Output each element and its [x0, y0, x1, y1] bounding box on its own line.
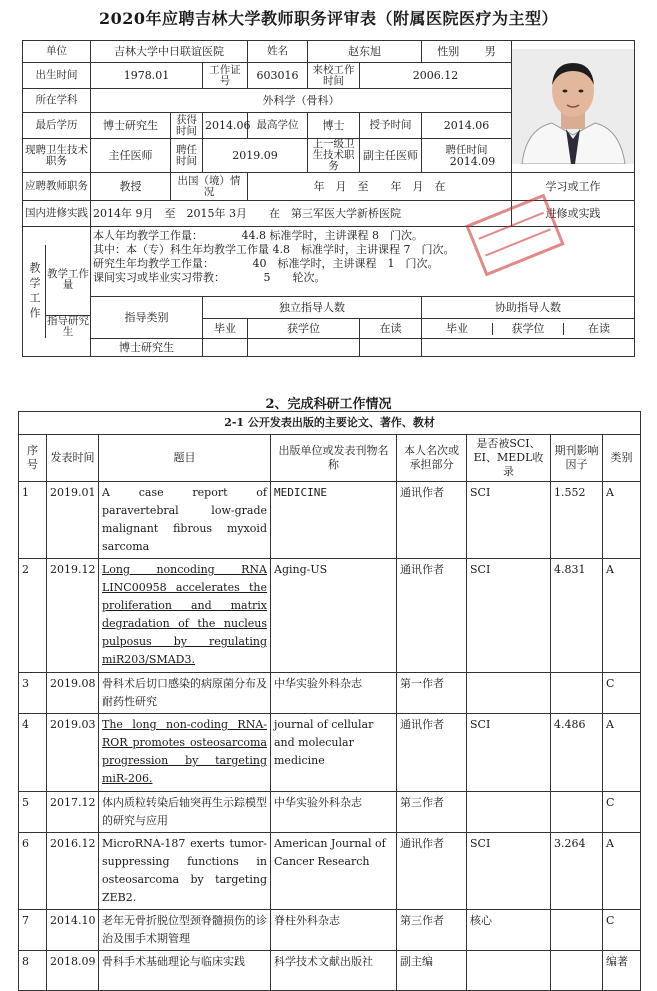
title-value: 主任医师 — [91, 139, 171, 173]
join-value: 2006.12 — [360, 63, 512, 89]
row-index: SCI — [467, 482, 551, 559]
table-row — [19, 714, 641, 792]
table-row — [19, 559, 641, 673]
row-date: 2019.01 — [47, 482, 99, 559]
teaching-section-label: 教学工作 — [23, 245, 46, 338]
row-no: 5 — [19, 792, 47, 833]
row-role: 通讯作者 — [397, 714, 467, 792]
row-index — [467, 951, 551, 991]
teaching-line: 其中：本（专）科生年均教学工作量 4.8 标准学时，主讲课程 7 门次。 — [93, 243, 455, 256]
unit-label: 单位 — [23, 41, 91, 63]
row-category: C — [603, 673, 641, 714]
teach-title-label: 应聘教师职务 — [23, 173, 91, 201]
header-role: 本人名次或承担部分 — [397, 435, 467, 482]
header-if: 期刊影响因子 — [551, 435, 603, 482]
table-row — [19, 673, 641, 714]
row-date: 2019.08 — [47, 673, 99, 714]
header-cat: 类别 — [603, 435, 641, 482]
study-label: 国内进修实践 — [23, 201, 91, 227]
row-role: 通讯作者 — [397, 833, 467, 910]
teaching-line: 本人年均教学工作量： 44.8 标准学时，主讲课程 8 门次。 — [93, 229, 423, 242]
row-date: 2017.12 — [47, 792, 99, 833]
row-title: The long non-coding RNA-ROR promotes osteosarcoma progression by targeting miR-206. — [99, 714, 271, 792]
row-impact-factor — [551, 673, 603, 714]
header-index: 是否被SCI、EI、MEDL收录 — [467, 435, 551, 482]
row-category: A — [603, 559, 641, 673]
table-header-row — [19, 435, 641, 482]
row-index — [467, 673, 551, 714]
teaching-load-label: 教学工作量 — [46, 245, 90, 316]
degree-label: 最高学位 — [248, 113, 308, 139]
row-date: 2018.09 — [47, 951, 99, 991]
row-impact-factor: 1.552 — [551, 482, 603, 559]
edu-time-label: 获得时间 — [171, 113, 203, 139]
row-date: 2016.12 — [47, 833, 99, 910]
row-title: 骨科手术基础理论与临床实践 — [99, 951, 271, 991]
row-journal: Aging-US — [271, 559, 397, 673]
row-role: 通讯作者 — [397, 482, 467, 559]
row-date: 2019.03 — [47, 714, 99, 792]
teaching-line: 研究生年均教学工作量： 40 标准学时，主讲课程 1 门次。 — [93, 257, 439, 270]
row-journal: 中华实验外科杂志 — [271, 673, 397, 714]
row-date: 2019.12 — [47, 559, 99, 673]
form-title: 2020年应聘吉林大学教师职务评审表（附属医院医疗为主型） — [98, 9, 559, 28]
table-row — [19, 910, 641, 951]
name-value: 赵东旭 — [308, 41, 422, 63]
table-row — [19, 792, 641, 833]
join-label: 来校工作时间 — [308, 63, 360, 89]
row-category: A — [603, 482, 641, 559]
row-no: 4 — [19, 714, 47, 792]
title-time-value: 2019.09 — [203, 139, 308, 173]
row-role: 副主编 — [397, 951, 467, 991]
guide-type-label: 指导类别 — [91, 297, 203, 339]
row-title: Long noncoding RNA LINC00958 accelerates the proliferation and matrix degradation of the nucleus pulposus by regulating miR203/SMAD3. — [99, 559, 271, 673]
prev-time-cell — [422, 139, 512, 173]
section2-subheading: 2-1 公开发表出版的主要论文、著作、教材 — [19, 412, 641, 435]
abroad-label: 出国（境）情况 — [171, 173, 248, 201]
abroad-value: 年 月 至 年 月 在 — [248, 173, 512, 201]
guide-label: 指导研究生 — [47, 315, 89, 338]
row-title: MicroRNA-187 exerts tumor-suppressing functions in osteosarcoma by targeting ZEB2. — [99, 833, 271, 910]
row-title: 体内质粒转染后轴突再生示踪模型的研究与应用 — [99, 792, 271, 833]
row-journal: journal of cellular and molecular medicine — [271, 714, 397, 792]
publication-rows — [19, 482, 641, 991]
table-row — [19, 482, 641, 559]
row-no: 3 — [19, 673, 47, 714]
teaching-line: 课间实习或毕业实习带教： 5 轮次。 — [93, 271, 326, 284]
row-no: 2 — [19, 559, 47, 673]
row-role: 通讯作者 — [397, 559, 467, 673]
study-value: 2014年 9月 至 2015年 3月 在 第三军医大学新桥医院 — [91, 201, 512, 227]
cert-value: 603016 — [248, 63, 308, 89]
gender-value: 男 — [484, 44, 496, 58]
edu-value: 博士研究生 — [91, 113, 171, 139]
row-impact-factor — [551, 910, 603, 951]
section2-heading: 2、完成科研工作情况 — [265, 397, 392, 412]
header-journal: 出版单位或发表刊物名称 — [271, 435, 397, 482]
assist-label: 协助指导人数 — [422, 297, 635, 319]
row-journal: MEDICINE — [271, 482, 397, 559]
prev-time-value: 2014.09 — [449, 154, 496, 168]
row-category: C — [603, 792, 641, 833]
prev-time-label: 聘任时间 — [445, 143, 488, 156]
degree-time-label: 授予时间 — [360, 113, 422, 139]
row-index: SCI — [467, 559, 551, 673]
row-date: 2014.10 — [47, 910, 99, 951]
header-no: 序号 — [19, 435, 47, 482]
row-index: SCI — [467, 714, 551, 792]
col-graduated: 毕业 — [203, 319, 248, 339]
guide-row-label: 博士研究生 — [91, 339, 203, 357]
row-no: 1 — [19, 482, 47, 559]
row-no: 7 — [19, 910, 47, 951]
assist-col-reading: 在读 — [563, 323, 634, 335]
prev-title-label: 上一级卫生技术职务 — [308, 139, 360, 173]
row-index: SCI — [467, 833, 551, 910]
prev-title-value: 副主任医师 — [360, 139, 422, 173]
col-degree: 获学位 — [248, 319, 360, 339]
independent-label: 独立指导人数 — [203, 297, 422, 319]
row-journal: 科学技术文献出版社 — [271, 951, 397, 991]
degree-value: 博士 — [308, 113, 360, 139]
teaching-section-cell — [23, 227, 91, 357]
assist-cols — [422, 319, 635, 339]
row-no: 8 — [19, 951, 47, 991]
table-row — [19, 951, 641, 991]
row-index — [467, 792, 551, 833]
abroad-tail: 学习或工作 — [512, 173, 635, 201]
row-category: 编著 — [603, 951, 641, 991]
row-title: A case report of paravertebral low-grade malignant fibrous myxoid sarcoma — [99, 482, 271, 559]
photo-cell — [512, 41, 635, 173]
study-tail: 进修或实践 — [512, 201, 635, 227]
gender-cell — [422, 41, 512, 63]
row-impact-factor: 4.486 — [551, 714, 603, 792]
row-no: 6 — [19, 833, 47, 910]
name-label: 姓名 — [248, 41, 308, 63]
row-role: 第一作者 — [397, 673, 467, 714]
row-index: 核心 — [467, 910, 551, 951]
gender-label: 性别 — [437, 44, 460, 58]
discipline-value: 外科学（骨科） — [91, 89, 512, 113]
row-category: A — [603, 833, 641, 910]
edu-label: 最后学历 — [23, 113, 91, 139]
edu-time-value: 2014.06 — [203, 113, 248, 139]
row-journal: 中华实验外科杂志 — [271, 792, 397, 833]
row-title: 骨科术后切口感染的病原菌分布及耐药性研究 — [99, 673, 271, 714]
table-row — [19, 833, 641, 910]
birth-label: 出生时间 — [23, 63, 91, 89]
row-impact-factor: 3.264 — [551, 833, 603, 910]
degree-time-value: 2014.06 — [422, 113, 512, 139]
header-title: 题目 — [99, 435, 271, 482]
row-journal: 脊柱外科杂志 — [271, 910, 397, 951]
row-title: 老年无骨折脱位型颈脊髓损伤的诊治及围手术期管理 — [99, 910, 271, 951]
row-role: 第三作者 — [397, 910, 467, 951]
row-journal: American Journal of Cancer Research — [271, 833, 397, 910]
row-role: 第三作者 — [397, 792, 467, 833]
row-category: A — [603, 714, 641, 792]
col-reading: 在读 — [360, 319, 422, 339]
unit-value: 吉林大学中日联谊医院 — [91, 41, 248, 63]
row-impact-factor: 4.831 — [551, 559, 603, 673]
title-time-label: 聘任时间 — [171, 139, 203, 173]
row-category: C — [603, 910, 641, 951]
title-label: 现聘卫生技术职务 — [23, 139, 91, 173]
assist-col-graduated: 毕业 — [446, 321, 469, 335]
teach-title-value: 教授 — [91, 173, 171, 201]
birth-value: 1978.01 — [91, 63, 203, 89]
discipline-label: 所在学科 — [23, 89, 91, 113]
row-impact-factor — [551, 792, 603, 833]
assist-col-degree: 获学位 — [492, 323, 563, 335]
header-date: 发表时间 — [47, 435, 99, 482]
publications-table — [18, 411, 641, 991]
row-impact-factor — [551, 951, 603, 991]
applicant-photo — [512, 49, 634, 164]
cert-label: 工作证号 — [203, 63, 248, 89]
